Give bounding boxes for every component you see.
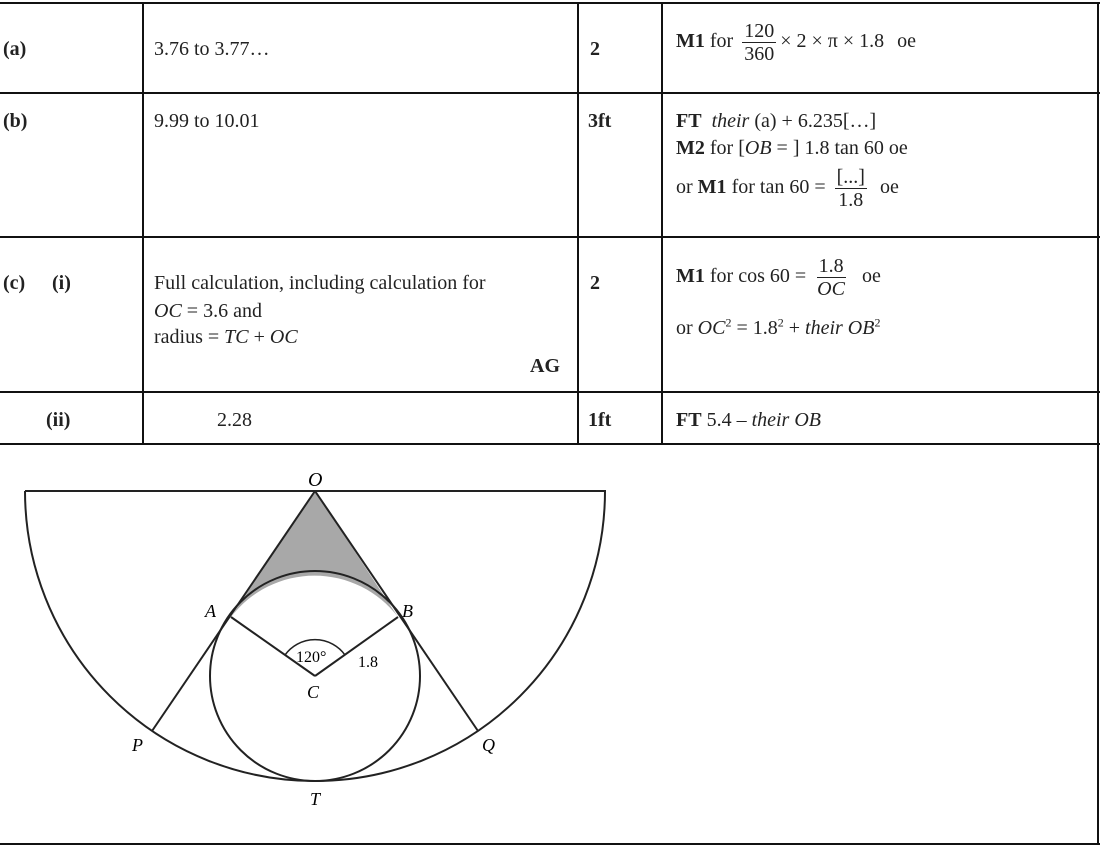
- oc-value: = 3.6 and: [181, 300, 262, 322]
- answer-a: 3.76 to 3.77…: [154, 38, 270, 60]
- angle-label: 120°: [296, 649, 327, 666]
- plus-text-c: +: [783, 317, 806, 339]
- label-o: O: [308, 469, 323, 491]
- m1-label-b: M1: [697, 176, 727, 199]
- fraction-denominator: 1.8: [838, 189, 864, 211]
- tc-text: TC: [224, 326, 249, 348]
- m1-label-c: M1: [676, 265, 705, 288]
- part-ci-label: (i): [52, 272, 71, 294]
- part-a-label: (a): [3, 38, 27, 60]
- fraction-numerator: 120: [744, 20, 775, 42]
- answer-ci-line1: Full calculation, including calculation for: [154, 272, 486, 294]
- sup-2b: 2: [777, 315, 784, 330]
- m2-label: M2: [676, 137, 705, 159]
- sup-2: 2: [725, 315, 732, 330]
- m1-label: M1: [676, 30, 705, 53]
- part-c-label: (c): [3, 272, 26, 294]
- guidance-cii: [676, 407, 821, 433]
- radius-cb: [315, 617, 398, 676]
- answer-ci-line2: [154, 298, 262, 324]
- guidance-a: [676, 20, 916, 65]
- table-top-rule: [0, 2, 1100, 4]
- fraction-numerator: [...]: [836, 166, 865, 188]
- line1-rest: (a) + 6.235[…]: [754, 110, 877, 132]
- plus-text: +: [248, 326, 270, 348]
- ag-label: AG: [530, 355, 560, 377]
- fraction-numerator: 1.8: [818, 255, 844, 277]
- for-text-c: for: [709, 265, 734, 288]
- oc-text: OC: [154, 300, 182, 322]
- answer-cii: 2.28: [217, 409, 252, 431]
- fraction-tan: [835, 166, 867, 211]
- label-a: A: [205, 601, 216, 621]
- ft-label-cii: FT: [676, 409, 702, 431]
- radius-label: 1.8: [358, 654, 378, 671]
- table-bottom-rule: [0, 843, 1100, 845]
- oe-text: oe: [897, 30, 917, 53]
- guidance-b-line2: [676, 135, 908, 161]
- shaded-region: [231, 491, 398, 617]
- cos-lhs: cos 60 =: [738, 265, 807, 288]
- label-t: T: [310, 789, 321, 809]
- oc-text-2: OC: [269, 326, 298, 348]
- line2-rest-a: for [: [709, 137, 745, 159]
- label-b: B: [402, 601, 413, 621]
- marks-a: 2: [590, 38, 600, 60]
- or-text: or: [676, 176, 693, 199]
- col-divider-2: [577, 2, 579, 445]
- fraction-120-360: [742, 20, 776, 65]
- guidance-b-line1: [676, 108, 876, 134]
- marks-b: 3ft: [588, 110, 612, 132]
- guidance-ci-line1: [676, 255, 881, 300]
- col-divider-3: [661, 2, 663, 445]
- for-text: for: [709, 30, 734, 53]
- tangent-line-oq: [315, 491, 478, 731]
- answer-b: 9.99 to 10.01: [154, 110, 260, 132]
- radius-text: radius =: [154, 326, 225, 348]
- their-ob-cii: their OB: [751, 409, 821, 431]
- ft-label: FT: [676, 110, 702, 132]
- tan-lhs: tan 60 =: [759, 176, 826, 199]
- fraction-denominator: 360: [744, 43, 775, 65]
- their-text: their: [711, 110, 750, 132]
- oe-text-c: oe: [861, 265, 881, 288]
- formula-rest: × 2 × π × 1.8: [780, 30, 885, 53]
- table-rule-ci: [0, 391, 1100, 393]
- eq-text: = 1.8: [731, 317, 778, 339]
- marks-ci: 2: [590, 272, 600, 294]
- label-q: Q: [482, 735, 495, 755]
- marks-cii: 1ft: [588, 409, 612, 431]
- label-p: P: [132, 735, 143, 755]
- table-rule-a: [0, 92, 1100, 94]
- col-divider-1: [142, 2, 144, 445]
- fraction-cos: [815, 255, 847, 300]
- geometry-diagram: [0, 445, 640, 840]
- answer-ci-line3: [154, 324, 298, 350]
- ob-text: OB: [744, 137, 772, 159]
- table-rule-b: [0, 236, 1100, 238]
- fraction-denominator: OC: [817, 278, 845, 300]
- their-ob-text: their OB: [805, 317, 875, 339]
- guidance-cii-rest: 5.4 –: [706, 409, 752, 431]
- oe-text-b: oe: [879, 176, 899, 199]
- part-cii-label: (ii): [46, 409, 71, 431]
- label-c: C: [307, 682, 320, 702]
- for-text-b: for: [731, 176, 755, 199]
- oc-squared: OC: [697, 317, 726, 339]
- or-text-c: or: [676, 317, 693, 339]
- sup-2c: 2: [874, 315, 881, 330]
- radius-ca: [231, 617, 315, 676]
- table-right-border: [1097, 2, 1099, 845]
- guidance-b-line3: [676, 166, 899, 211]
- guidance-ci-line2: [676, 315, 880, 341]
- line2-rest-b: = ] 1.8 tan 60 oe: [771, 137, 908, 159]
- part-b-label: (b): [3, 110, 28, 132]
- tangent-line-op: [152, 491, 315, 731]
